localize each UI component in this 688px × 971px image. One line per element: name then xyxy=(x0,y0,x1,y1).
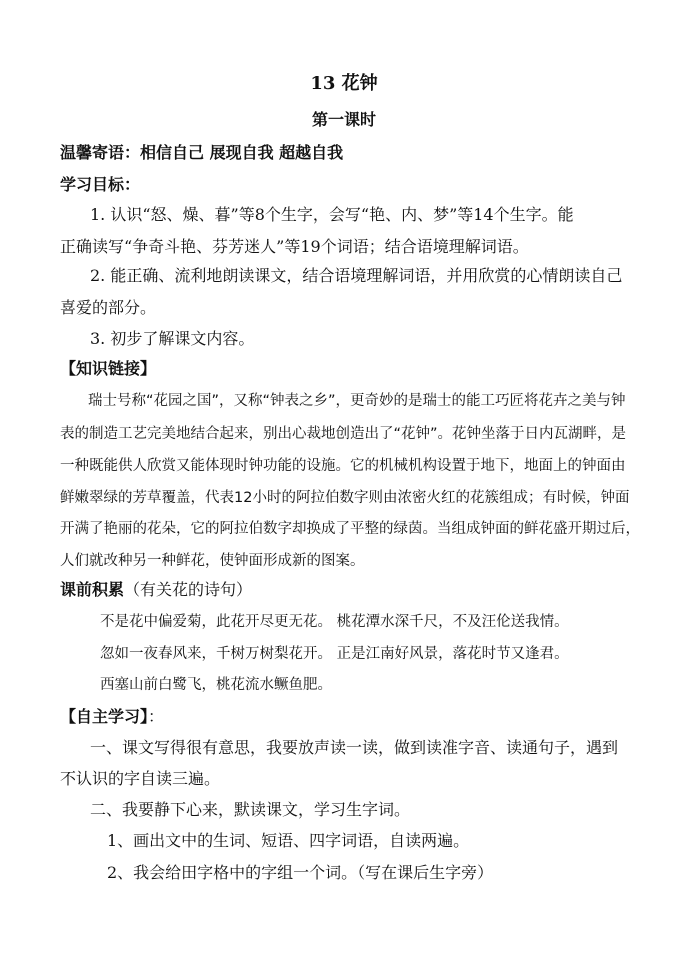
knowledge-line: 鲜嫩翠绿的芳草覆盖，代表12小时的阿拉伯数字则由浓密火红的花簇组成；有时候，钟面 xyxy=(60,490,630,506)
poem-line: 西塞山前白鹭飞，桃花流水鳜鱼肥。 xyxy=(100,677,332,693)
self-study-line-4: 1、画出文中的生词、短语、四字词语，自读两遍。 xyxy=(107,831,470,850)
poems-heading-note: （有关花的诗句） xyxy=(124,580,253,599)
poems-heading: 课前积累 xyxy=(60,580,125,599)
knowledge-line: 表的制造工艺完美地结合起来，别出心裁地创造出了“花钟”。花钟坐落于日内瓦湖畔，是 xyxy=(60,426,627,442)
knowledge-line: 瑞士号称“花园之国”，又称“钟表之乡”，更奇妙的是瑞士的能工巧匠将花卉之美与钟 xyxy=(88,393,626,409)
lesson-subtitle: 第一课时 xyxy=(311,110,376,129)
poems-heading-row xyxy=(60,580,252,600)
poem-line: 不是花中偏爱菊，此花开尽更无花。 桃花潭水深千尺，不及汪伦送我情。 xyxy=(100,614,569,630)
goal-line-4: 喜爱的部分。 xyxy=(60,298,157,317)
self-study-line-3: 二、我要静下心来，默读课文，学习生字词。 xyxy=(90,800,411,819)
poem-line: 忽如一夜春风来，千树万树梨花开。 正是江南好风景，落花时节又逢君。 xyxy=(100,646,569,662)
self-study-heading-suffix: ： xyxy=(148,707,165,726)
self-study-heading: 【自主学习】 xyxy=(60,707,149,726)
knowledge-line: 人们就改种另一种鲜花，使钟面形成新的图案。 xyxy=(60,553,365,569)
knowledge-heading: 【知识链接】 xyxy=(60,359,157,378)
goal-line-5: 3. 初步了解课文内容。 xyxy=(90,329,255,348)
self-study-heading-row xyxy=(60,707,164,727)
self-study-line-2: 不认识的字自读三遍。 xyxy=(60,769,221,788)
goal-line-2: 正确读写“争奇斗艳、芬芳迷人”等19个词语；结合语境理解词语。 xyxy=(60,237,529,256)
goal-line-3: 2. 能正确、流利地朗读课文，结合语境理解词语，并用欣赏的心情朗读自己 xyxy=(90,266,623,285)
knowledge-line: 开满了艳丽的花朵，它的阿拉伯数字却换成了平整的绿茵。当组成钟面的鲜花盛开期过后， xyxy=(60,521,640,537)
knowledge-line: 一种既能供人欣赏又能体现时钟功能的设施。它的机械机构设置于地下，地面上的钟面由 xyxy=(60,458,626,474)
motto: 温馨寄语：相信自己 展现自我 超越自我 xyxy=(60,143,344,162)
self-study-line-1: 一、课文写得很有意思，我要放声读一读，做到读准字音、读通句子，遇到 xyxy=(90,738,619,757)
goal-line-1: 1. 认识“怒、燥、暮”等8个生字，会写“艳、内、梦”等14个生字。能 xyxy=(90,205,574,224)
lesson-title: 13 花钟 xyxy=(310,73,378,94)
goals-heading: 学习目标： xyxy=(60,175,141,194)
self-study-line-5: 2、我会给田字格中的字组一个词。（写在课后生字旁） xyxy=(107,863,494,882)
